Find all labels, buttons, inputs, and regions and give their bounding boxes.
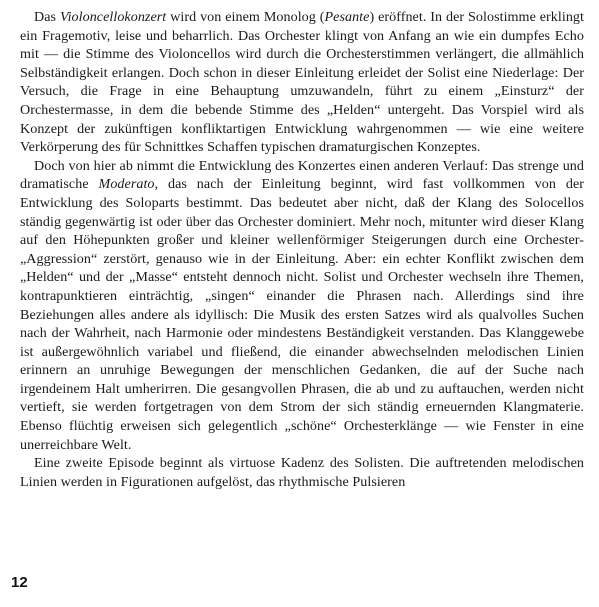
italic-term: Pesante bbox=[324, 9, 370, 25]
page-number: 12 bbox=[11, 574, 28, 591]
italic-term: Violoncellokonzert bbox=[59, 9, 167, 25]
text-run: wird von einem Monolog ( bbox=[166, 9, 325, 25]
paragraph-2 bbox=[20, 157, 584, 455]
text-run: Doch von hier ab nimmt die Entwicklung des Konzertes einen anderen Verlauf: Das strenge und dramatische bbox=[20, 157, 584, 193]
paragraph-3 bbox=[20, 454, 584, 491]
text-run: ) eröffnet. In der Solostimme erklingt ein Fragemotiv, leise und beharrlich. Das Orchester klingt von Anfang an wie ein dumpfes Echo mit — die Stimme des Violoncellos wird durch die Orchesterstimmen verlängert, die allmählich Selbständigkeit erlangen. Doch schon in dieser Einleitung erleidet der Solist eine Niederlage: Der Versuch, die Frage in eine Behauptung umzuwandeln, führt zu einem „Einsturz“ der Orchestermasse, in dem die bebende Stimme des „Helden“ untergeht. Das Vorspiel wird als Konzept der zukünftigen konfliktartigen Entwicklung wahrgenommen — wie eine weitere Verkörperung des für Schnittkes Schaffen typischen dramaturgischen Konzeptes. bbox=[20, 9, 584, 156]
text-run: , das nach der Einleitung beginnt, wird fast vollkommen von der Entwicklung des Soloparts bestimmt. Das bedeutet aber nicht, daß der Klang des Solocellos ständig gegenwärtig ist oder über das Orchester dominiert. Mehr noch, mitunter wird dieser Klang auf den Höhepunkten großer und kleiner wellenförmiger Steigerungen durch eine Orchester-„Aggression“ zerstört, genauso wie in der Einleitung. Aber: ein echter Konflikt zwischen dem „Helden“ und der „Masse“ entsteht dennoch nicht. Solist und Orchester wechseln ihre Themen, kontrapunktieren einträchtig, „singen“ einander die Phrasen nach. Allerdings sind ihre Beziehungen alles andere als idyllisch: Die Musik des ersten Satzes wird als qualvolles Suchen nach der Wahrheit, nach Harmonie oder mindestens Beständigkeit verstanden. Das Klanggewebe ist außergewöhnlich variabel und fließend, die einander abwechselnden melodischen Linien erinnern an unruhige Bewegungen der menschlichen Gedanken, die auf der Suche nach irgendeinem Halt umherirren. Die gesangvollen Phrasen, die ab und zu auftauchen, werden nicht vertieft, sie werden fortgetragen von dem Strom der sich ständig erneuernden Klangmaterie. Ebenso flüchtig erweisen sich gelegentlich „schöne“ Orchesterklänge — wie Fenster in eine unerreichbare Welt. bbox=[20, 176, 584, 453]
paragraph-1 bbox=[20, 8, 584, 157]
text-run: Eine zweite Episode beginnt als virtuose Kadenz des Solisten. Die auftretenden melodischen Linien werden in Figurationen aufgelöst, das rhythmische Pulsieren bbox=[20, 455, 584, 490]
body-text bbox=[20, 8, 584, 491]
italic-term: Moderato bbox=[98, 176, 155, 193]
text-run: Das bbox=[34, 9, 60, 25]
